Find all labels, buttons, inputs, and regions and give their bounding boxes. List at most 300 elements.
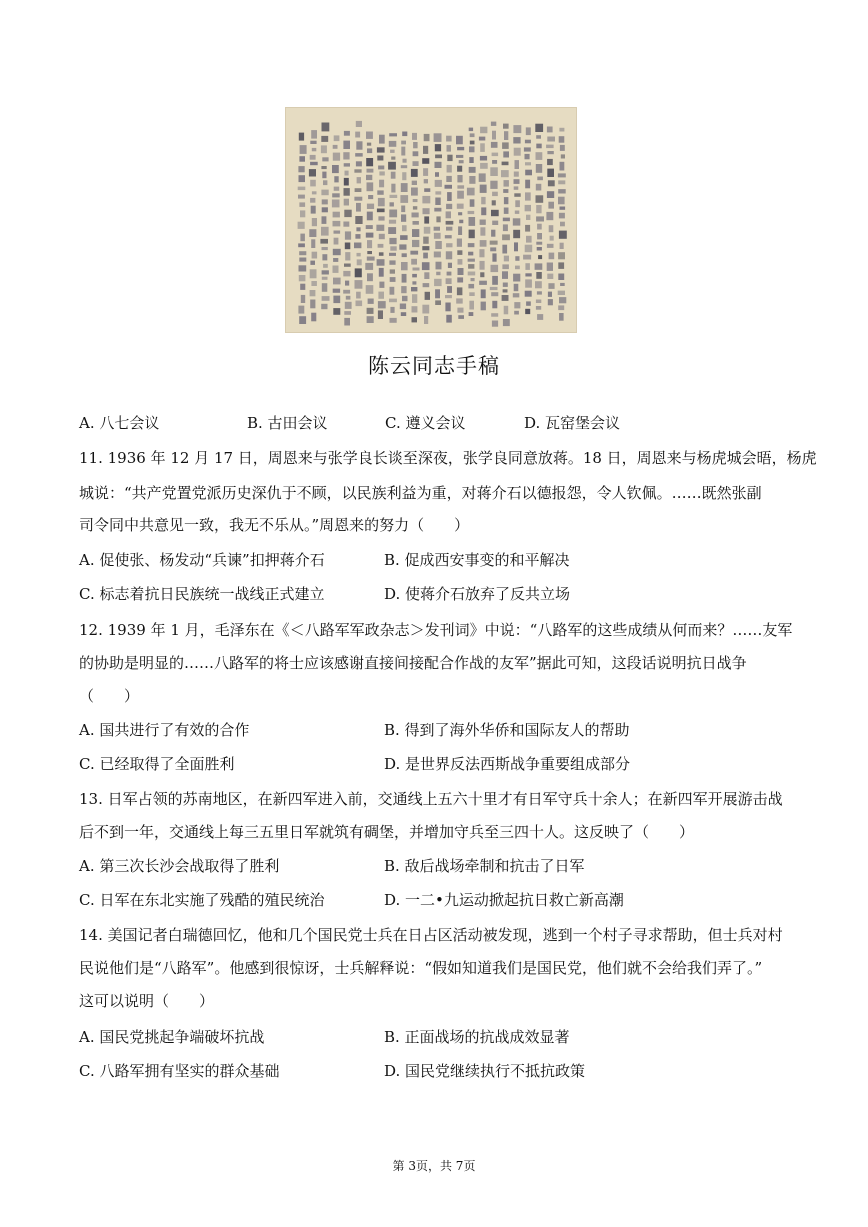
handwriting-stroke (481, 207, 486, 215)
handwriting-stroke (434, 133, 442, 142)
handwriting-stroke (423, 208, 430, 214)
handwriting-stroke (547, 263, 553, 271)
handwriting-stroke (309, 229, 316, 237)
handwriting-stroke (344, 311, 351, 315)
handwriting-stroke (412, 133, 417, 140)
q11-stem-line: 11. 1936 年 12 月 17 日，周恩来与张学良长谈至深夜，张学良同意放蒋。18 日，周恩来与杨虎城会晤，杨虎 (79, 449, 817, 467)
handwriting-stroke (447, 145, 452, 152)
handwriting-stroke (468, 252, 473, 256)
handwriting-stroke (480, 163, 488, 169)
handwriting-stroke (378, 292, 384, 299)
handwriting-stroke (378, 301, 386, 308)
handwriting-stroke (323, 264, 328, 268)
handwriting-stroke (446, 243, 452, 247)
handwriting-stroke (332, 200, 340, 208)
handwriting-stroke (355, 216, 362, 224)
handwriting-stroke (412, 294, 417, 303)
handwriting-stroke (491, 313, 498, 317)
handwriting-stroke (299, 316, 306, 324)
handwriting-stroke (411, 169, 418, 177)
handwriting-stroke (367, 273, 373, 281)
handwriting-stroke (367, 308, 374, 314)
handwriting-stroke (424, 227, 431, 234)
handwriting-stroke (481, 302, 486, 311)
handwriting-stroke (526, 127, 531, 135)
handwriting-stroke (536, 272, 542, 279)
handwriting-stroke (333, 212, 340, 218)
handwriting-stroke (558, 197, 565, 205)
handwriting-stroke (344, 178, 349, 186)
handwriting-stroke (548, 202, 554, 209)
handwriting-stroke (376, 225, 384, 231)
handwriting-stroke (424, 272, 429, 279)
handwriting-stroke (446, 204, 452, 209)
handwriting-stroke (447, 155, 452, 161)
q13-stem-line: 13. 日军占领的苏南地区，在新四军进入前，交通线上五六十里才有日军守兵十余人；在新四军开展游击战 (79, 790, 783, 808)
q10-option-d[interactable]: D. 瓦窑堡会议 (524, 414, 621, 432)
handwriting-stroke (343, 271, 350, 277)
handwriting-stroke (479, 249, 484, 257)
handwriting-stroke (321, 227, 329, 236)
q11-stem-line: 城说：“共产党置党派历史深仇于不顾，以民族利益为重，对蒋介石以德报怨，令人钦佩。……既然张副 (79, 484, 762, 502)
handwriting-stroke (536, 205, 541, 213)
handwriting-stroke (435, 162, 442, 168)
handwriting-stroke (559, 213, 565, 219)
handwriting-stroke (298, 187, 306, 191)
handwriting-stroke (400, 195, 408, 203)
handwriting-stroke (391, 184, 395, 193)
handwriting-stroke (424, 179, 428, 183)
q14-option-d[interactable]: D. 国民党继续执行不抵抗政策 (384, 1062, 586, 1080)
handwriting-stroke (559, 297, 566, 303)
handwriting-stroke (502, 264, 509, 269)
handwriting-stroke (491, 122, 496, 126)
handwriting-stroke (525, 273, 531, 276)
handwriting-stroke (503, 224, 508, 231)
handwriting-stroke (366, 233, 374, 238)
handwriting-stroke (402, 253, 407, 257)
handwriting-stroke (299, 202, 305, 207)
handwriting-stroke (525, 162, 531, 165)
handwriting-stroke (343, 290, 350, 294)
handwriting-stroke (480, 261, 485, 270)
handwriting-stroke (412, 281, 416, 284)
handwriting-stroke (423, 237, 429, 244)
q10-option-b[interactable]: B. 古田会议 (247, 414, 328, 432)
handwriting-stroke (525, 192, 531, 200)
handwriting-stroke (445, 185, 453, 189)
handwriting-stroke (322, 277, 328, 280)
handwriting-stroke (367, 169, 374, 173)
handwriting-stroke (367, 257, 375, 261)
handwriting-stroke (366, 132, 373, 139)
handwriting-stroke (333, 249, 341, 255)
handwriting-stroke (344, 264, 351, 267)
handwriting-stroke (490, 247, 496, 251)
handwriting-stroke (355, 280, 363, 289)
handwriting-stroke (435, 191, 441, 194)
handwriting-stroke (356, 141, 362, 149)
handwriting-stroke (459, 220, 463, 224)
handwriting-stroke (334, 187, 340, 191)
handwriting-stroke (322, 207, 328, 212)
handwriting-stroke (298, 195, 305, 199)
q10-option-c[interactable]: C. 遵义会议 (385, 414, 466, 432)
handwriting-stroke (456, 155, 463, 158)
handwriting-stroke (309, 169, 316, 176)
handwriting-stroke (412, 274, 417, 278)
handwriting-stroke (423, 283, 430, 287)
handwriting-stroke (525, 291, 532, 297)
handwriting-stroke (402, 225, 407, 231)
handwriting-stroke (550, 236, 554, 241)
q11-option-d[interactable]: D. 使蒋介石放弃了反共立场 (384, 585, 571, 603)
handwriting-stroke (492, 276, 498, 285)
handwriting-stroke (322, 216, 327, 224)
handwriting-stroke (469, 157, 473, 163)
handwriting-stroke (513, 293, 520, 297)
q12-option-a[interactable]: A. 国共进行了有效的合作 (79, 721, 250, 739)
handwriting-stroke (435, 198, 440, 206)
handwriting-stroke (367, 212, 373, 221)
handwriting-stroke (378, 198, 385, 206)
handwriting-stroke (560, 222, 565, 227)
handwriting-stroke (456, 298, 463, 303)
handwriting-stroke (310, 198, 315, 203)
handwriting-stroke (424, 188, 430, 192)
handwriting-stroke (356, 161, 362, 166)
handwriting-stroke (523, 255, 531, 260)
handwriting-stroke (535, 124, 543, 132)
handwriting-stroke (492, 192, 498, 196)
handwriting-stroke (413, 161, 419, 166)
handwriting-stroke (322, 199, 328, 204)
handwriting-stroke (501, 170, 509, 177)
handwriting-stroke (322, 270, 329, 274)
handwriting-stroke (560, 162, 565, 171)
handwriting-stroke (357, 259, 362, 265)
handwriting-stroke (513, 125, 521, 133)
handwriting-stroke (413, 206, 417, 209)
handwriting-stroke (469, 230, 475, 239)
handwriting-stroke (401, 141, 406, 145)
handwriting-stroke (447, 272, 452, 276)
handwriting-stroke (377, 190, 383, 194)
handwriting-stroke (492, 131, 496, 140)
handwriting-stroke (333, 278, 341, 285)
handwriting-stroke (367, 316, 374, 323)
handwriting-stroke (513, 230, 520, 238)
handwriting-stroke (401, 183, 408, 192)
q13-option-c[interactable]: C. 日军在东北实施了残酷的殖民统治 (79, 891, 325, 909)
handwriting-stroke (560, 207, 566, 210)
handwriting-stroke (389, 133, 397, 136)
handwriting-stroke (377, 259, 385, 266)
q14-option-b[interactable]: B. 正面战场的抗战成效显著 (384, 1028, 570, 1046)
handwriting-stroke (310, 155, 316, 160)
handwriting-stroke (547, 159, 553, 165)
handwriting-stroke (368, 195, 373, 199)
handwriting-stroke (298, 243, 305, 247)
handwriting-stroke (310, 300, 315, 309)
handwriting-stroke (490, 167, 498, 176)
handwriting-stroke (332, 165, 339, 173)
handwriting-stroke (470, 141, 475, 145)
handwriting-stroke (366, 285, 374, 294)
q13-option-a[interactable]: A. 第三次长沙会战取得了胜利 (79, 857, 280, 875)
handwriting-stroke (513, 218, 521, 225)
handwriting-stroke (514, 148, 521, 156)
handwriting-stroke (401, 165, 407, 168)
handwriting-stroke (379, 282, 384, 288)
handwriting-stroke (344, 163, 350, 166)
handwriting-stroke (457, 147, 464, 150)
handwriting-stroke (548, 292, 552, 297)
handwriting-stroke (422, 196, 430, 204)
q14-option-a[interactable]: A. 国民党挑起争端破坏抗战 (79, 1028, 265, 1046)
handwriting-stroke (525, 205, 531, 211)
handwriting-stroke (345, 302, 352, 309)
handwriting-stroke (502, 142, 509, 149)
handwriting-stroke (549, 253, 555, 260)
handwriting-stroke (402, 296, 408, 301)
handwriting-stroke (514, 242, 518, 251)
handwriting-stroke (434, 227, 440, 231)
handwriting-stroke (379, 268, 384, 277)
handwriting-stroke (333, 289, 340, 293)
handwriting-stroke (469, 217, 476, 226)
handwriting-stroke (491, 142, 498, 148)
handwriting-stroke (410, 251, 418, 255)
handwriting-stroke (503, 218, 510, 222)
handwriting-stroke (537, 247, 542, 251)
handwriting-stroke (379, 171, 384, 175)
handwriting-stroke (536, 152, 543, 160)
handwriting-stroke (547, 151, 553, 154)
handwriting-stroke (402, 274, 407, 283)
q12-option-d[interactable]: D. 是世界反法西斯战争重要组成部分 (384, 755, 631, 773)
handwriting-stroke (402, 132, 407, 137)
handwriting-stroke (412, 317, 418, 322)
handwriting-stroke (549, 225, 554, 232)
handwriting-stroke (368, 299, 374, 304)
handwriting-stroke (334, 238, 339, 245)
q11-option-c[interactable]: C. 标志着抗日民族统一战线正式建立 (79, 585, 325, 603)
handwriting-stroke (467, 188, 475, 196)
handwriting-stroke (333, 153, 340, 161)
handwriting-stroke (547, 274, 553, 279)
handwriting-stroke (422, 158, 429, 164)
handwriting-stroke (411, 259, 417, 265)
handwriting-stroke (525, 180, 530, 189)
handwriting-stroke (547, 137, 555, 142)
handwriting-stroke (401, 286, 406, 293)
handwriting-stroke (469, 146, 475, 152)
handwriting-stroke (298, 166, 304, 172)
handwriting-stroke (458, 315, 464, 319)
handwriting-stroke (536, 216, 544, 221)
handwriting-stroke (457, 175, 462, 182)
handwriting-stroke (434, 252, 441, 258)
handwriting-stroke (344, 188, 350, 196)
handwriting-stroke (390, 287, 395, 295)
q13-option-d[interactable]: D. 一二•九运动掀起抗日救亡新高潮 (384, 891, 624, 909)
handwriting-stroke (413, 151, 419, 156)
handwriting-stroke (379, 234, 385, 239)
handwriting-stroke (436, 216, 440, 222)
handwriting-stroke (312, 252, 318, 259)
handwriting-stroke (560, 145, 565, 151)
handwriting-stroke (367, 182, 374, 191)
handwriting-stroke (400, 235, 408, 240)
handwriting-stroke (503, 189, 508, 193)
q12-stem-line: （ ） (79, 687, 140, 705)
handwriting-stroke (422, 262, 430, 270)
handwriting-stroke (355, 132, 360, 138)
handwriting-stroke (311, 313, 316, 322)
handwriting-stroke (471, 278, 475, 281)
handwriting-stroke (343, 141, 350, 149)
handwriting-stroke (469, 301, 474, 310)
handwriting-stroke (457, 308, 463, 313)
handwriting-stroke (367, 251, 372, 254)
handwriting-stroke (378, 310, 383, 319)
q13-stem-line: 后不到一年，交通线上每三五里日军就筑有碉堡，并增加守兵至三四十人。这反映了（ ） (79, 823, 695, 841)
handwriting-stroke (422, 305, 429, 314)
handwriting-stroke (538, 255, 542, 259)
handwriting-stroke (480, 272, 484, 277)
handwriting-stroke (434, 208, 441, 212)
handwriting-stroke (492, 160, 497, 164)
handwriting-stroke (492, 153, 499, 157)
handwriting-stroke (481, 197, 485, 204)
handwriting-stroke (423, 146, 428, 154)
handwriting-stroke (457, 166, 462, 172)
handwriting-stroke (525, 140, 531, 144)
handwriting-stroke (345, 243, 351, 250)
handwriting-stroke (504, 180, 509, 187)
handwriting-stroke (320, 239, 328, 244)
handwriting-stroke (547, 244, 554, 248)
q12-option-b[interactable]: B. 得到了海外华侨和国际友人的帮助 (384, 721, 630, 739)
handwriting-stroke (480, 240, 487, 247)
q13-option-b[interactable]: B. 敌后战场牵制和抗击了日军 (384, 857, 585, 875)
handwriting-stroke (560, 283, 565, 286)
handwriting-stroke (378, 244, 384, 248)
handwriting-stroke (526, 301, 531, 305)
handwriting-stroke (468, 284, 474, 289)
handwriting-stroke (468, 211, 475, 214)
handwriting-stroke (356, 292, 361, 299)
handwriting-stroke (560, 243, 564, 249)
handwriting-stroke (469, 312, 474, 316)
handwriting-stroke (366, 175, 372, 180)
handwriting-stroke (299, 175, 306, 182)
handwriting-stroke (515, 256, 519, 261)
handwriting-stroke (525, 309, 530, 314)
handwriting-stroke (479, 173, 486, 182)
handwriting-stroke (424, 216, 429, 223)
handwriting-stroke (479, 137, 485, 141)
handwriting-stroke (446, 251, 452, 259)
handwriting-stroke (536, 242, 542, 245)
handwriting-stroke (333, 296, 340, 304)
handwriting-stroke (435, 241, 442, 249)
handwriting-stroke (389, 210, 397, 218)
q12-stem-line: 12. 1939 年 1 月，毛泽东在《＜八路军军政杂志＞发刊词》中说：“八路军的这些成绩从何而来？……友军 (79, 621, 793, 639)
handwriting-stroke (344, 210, 351, 217)
handwriting-stroke (503, 289, 508, 292)
q12-stem-line: 的协助是明显的……八路军的将士应该感谢直接间接配合作战的友军”据此可知，这段话说明抗日战争 (79, 654, 747, 672)
handwriting-stroke (459, 160, 464, 163)
handwriting-stroke (355, 153, 363, 157)
handwriting-stroke (513, 137, 520, 143)
handwriting-stroke (321, 136, 328, 142)
handwriting-stroke (367, 143, 371, 146)
handwriting-stroke (504, 131, 508, 140)
handwriting-stroke (357, 253, 361, 257)
handwriting-stroke (344, 318, 350, 326)
handwriting-stroke (446, 176, 452, 182)
handwriting-stroke (343, 152, 349, 159)
handwriting-stroke (537, 224, 542, 230)
handwriting-stroke (333, 258, 338, 262)
handwriting-stroke (423, 253, 428, 259)
handwriting-stroke (401, 312, 406, 316)
handwriting-stroke (413, 268, 420, 271)
handwriting-stroke (334, 176, 338, 182)
handwriting-stroke (535, 263, 543, 269)
handwriting-stroke (514, 284, 519, 291)
handwriting-stroke (490, 241, 498, 245)
handwriting-stroke (322, 296, 330, 301)
q14-option-c[interactable]: C. 八路军拥有坚实的群众基础 (79, 1062, 280, 1080)
handwriting-stroke (390, 246, 396, 250)
q11-option-a[interactable]: A. 促使张、杨发动“兵谏”扣押蒋介石 (79, 551, 325, 569)
q11-option-b[interactable]: B. 促成西安事变的和平解决 (384, 551, 570, 569)
handwriting-stroke (514, 179, 520, 184)
handwriting-stroke (514, 186, 519, 189)
handwriting-stroke (447, 192, 452, 201)
handwriting-stroke (424, 134, 430, 141)
handwriting-stroke (354, 197, 362, 201)
handwriting-stroke (310, 180, 316, 187)
handwriting-stroke (492, 253, 496, 261)
handwriting-stroke (343, 222, 349, 227)
handwriting-stroke (367, 240, 372, 248)
handwriting-stroke (354, 169, 361, 172)
handwriting-stroke (390, 202, 394, 206)
handwriting-stroke (547, 169, 554, 177)
handwriting-stroke (412, 181, 417, 185)
q12-option-c[interactable]: C. 已经取得了全面胜利 (79, 755, 235, 773)
handwriting-stroke (389, 260, 395, 264)
q10-option-a[interactable]: A. 八七会议 (79, 414, 160, 432)
handwriting-stroke (333, 221, 341, 227)
handwriting-stroke (435, 300, 441, 305)
handwriting-stroke (390, 307, 394, 313)
handwriting-stroke (356, 121, 362, 127)
handwriting-stroke (491, 265, 499, 272)
handwriting-stroke (548, 283, 554, 289)
handwriting-stroke (299, 265, 307, 271)
handwriting-stroke (312, 191, 317, 194)
handwriting-stroke (502, 234, 510, 240)
handwriting-stroke (411, 287, 417, 291)
handwriting-stroke (558, 252, 565, 259)
handwriting-stroke (434, 233, 441, 239)
handwriting-stroke (468, 259, 475, 262)
